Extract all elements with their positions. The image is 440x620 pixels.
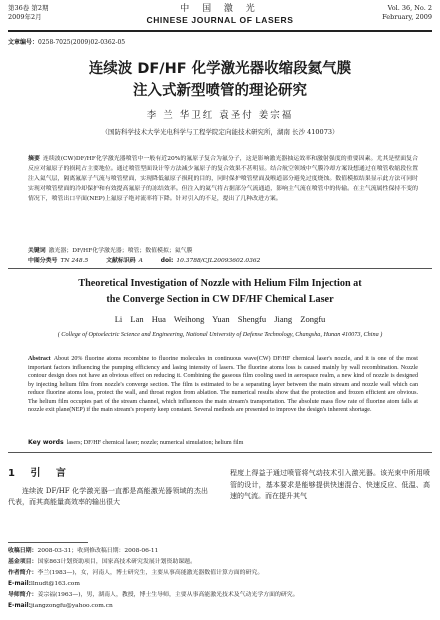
footnote-text: jiangzongfu@yahoo.com.cn (30, 603, 113, 609)
footnote-author-email (8, 579, 432, 590)
title-en-line-1: Theoretical Investigation of Nozzle with Helium Film Injection at (78, 278, 362, 289)
body-column-left (8, 468, 208, 534)
document-code (106, 258, 143, 264)
journal-name (8, 4, 432, 26)
journal-name-en: CHINESE JOURNAL OF LASERS (146, 15, 294, 25)
article-id (8, 37, 125, 46)
divider-rule (8, 268, 432, 269)
keywords-cn-text: 激光器；DF/HF化学激光器；喷管；数值模拟；氦气膜 (48, 248, 193, 254)
volume-issue-en: Vol. 36, No. 2 (387, 4, 432, 12)
footnote-text: 姜宗福(1963—)，男，湖南人，教授，博士生导师，主要从事高能激光技术及气动光学方面的研究。 (37, 592, 299, 598)
title-cn-line-1: 连续波 DF/HF 化学激光器收缩段氦气膜 (88, 61, 352, 77)
abstract-en-text: About 20% fluorine atoms recombine to fluorine molecules in continuous wave(CW) DF/HF chemical laser's nozzle, and it is one of the most important factors influencing the pumping efficiency and lasing intensity of lasers. The fluorine atoms loss is caused mainly by wall recombination. Nozzle contour design does not have an obvious effect on reducing it. Combining the gaseous film cooling used in aerospace realm, a new kind of nozzle is designed by injecting helium film from nozzle's converge section. The film is estimated to be a separating layer between the main stream and nozzle wall which can reduce fluorine atoms loss, protect the wall, and throat region from ablation. The numerical results show that the protection and frozen efficient are obvious. The helium film occupies part of the stream channel, which influences the main stream's transportation. The absolute mass flow rate of fluorine atom falls at nozzle exit plane(NEP) if the main stream's property keep constant. Several methods are presented to improve the design's inherent shortage. (28, 356, 418, 413)
footnote-funding (8, 557, 432, 568)
keywords-cn-label: 关键词 (28, 248, 46, 254)
keywords-cn (28, 247, 418, 256)
doi-label: doi: (160, 258, 174, 264)
footnotes (8, 546, 432, 612)
footnote-text: 李兰(1983—)，女，河南人，博士研究生，主要从事高能激光器数值计算方面的研究。 (37, 570, 264, 576)
clc-label: 中图分类号 (28, 258, 58, 264)
title-cn (20, 58, 420, 102)
keywords-en-text: lasers; DF/HF chemical laser; nozzle; numerical simulation; helium film (66, 440, 244, 446)
footnote-advisor (8, 590, 432, 601)
divider-rule-2 (8, 452, 432, 453)
article-id-label: 文章编号： (8, 40, 39, 46)
abstract-cn-label: 摘要 (28, 156, 40, 162)
abstract-cn (28, 154, 418, 246)
abstract-en-label: Abstract (28, 356, 51, 362)
clc (28, 258, 88, 264)
authors-en: Li Lan Hua Weihong Yuan Shengfu Jiang Zongfu (114, 314, 326, 324)
footnote-received (8, 546, 432, 557)
doi-value: 10.3788/CJL20093602.0362 (176, 258, 261, 264)
doi (161, 258, 261, 264)
header-rule (8, 30, 432, 32)
footnote-author (8, 568, 432, 579)
title-en (20, 276, 420, 308)
section-text-right: 程度上得益于通过喷管将气动技术引入激光器。该光束中所用喷管的设计，基本要求是能够提供快速混合、快速反应、低温、高速的气流。而在提升其气 (230, 469, 430, 500)
footnote-label: 导师简介： (8, 592, 38, 598)
classification-row (28, 257, 418, 266)
document-code-label: 文献标识码 (106, 258, 136, 264)
footnote-label: 基金项目： (8, 559, 38, 565)
body-column-right (230, 468, 430, 528)
affiliation-en: ( College of Optoelectric Science and Engineering, National University of Defense Technology, Changsha, Hunan 410073, China ) (57, 331, 383, 338)
section-text-left: 连续波 DF/HF 化学激光器一直都是高能激光器领域的杰出代表，而其高能量高效率的输出很大 (8, 486, 208, 506)
footnote-text: llnudt@163.com (30, 581, 80, 587)
affiliation-cn: （国防科学技术大学光电科学与工程学院定向能技术研究所，湖南 长沙 410073） (101, 128, 339, 136)
keywords-en-label: Key words (28, 439, 64, 446)
footnote-text: 国家863计划资助项目，国家高技术研究发展计划资助课题。 (37, 559, 196, 565)
footnote-label: E-mail: (8, 603, 31, 609)
document-code-value: A (138, 258, 143, 264)
abstract-en (28, 355, 418, 439)
issue-date-cn: 2009年2月 (8, 13, 42, 21)
volume-issue: 第36卷 第2期 (8, 4, 49, 12)
keywords-en (28, 439, 418, 448)
authors-cn: 李 兰 华卫红 袁圣付 姜宗福 (146, 110, 294, 121)
footnote-advisor-email (8, 601, 432, 612)
footnote-label: 收稿日期： (8, 548, 38, 554)
title-cn-line-2: 注入式新型喷管的理论研究 (133, 83, 307, 99)
header-right (382, 4, 432, 22)
journal-name-cn: 中 国 激 光 (180, 4, 260, 14)
section-heading: 1 引 言 (8, 468, 72, 479)
abstract-cn-text: 连续波(CW)DF/HF化学激光器喷管中一般有近20%的氟原子复合为氟分子，这是影响激光器抽运效率和激射强度的重要因素。尤其是壁面复合反应对氟原子的损耗占主要地位。通过喷管型面设计等方法减少氟原子的复合效果不甚明显。结合航空领域中气膜冷却方案设想通过在喷管收缩段位置注入氦气层，隔离氟原子气流与喷管壁面，实现降低氟原子损耗的目的，同时保护喷管壁面及喉道部分避免过度烧蚀。数值模拟结果显示此方法可同时实现对喷管壁面的冷却保护和有效提高氟原子的冻结效率。但注入的氦气将占据部分气流通道，影响主气流在喷管中的传输。在主气流属性保持不变的情况下，喷管出口平面(NEP)上氟原子绝对流率将下降。针对引入的不足，提出了几种改进方案。 (28, 156, 418, 202)
footnote-label: 作者简介： (8, 570, 38, 576)
issue-date-en: February, 2009 (382, 13, 432, 21)
clc-value: TN 248.5 (60, 258, 89, 264)
article-id-value: 0258-7025(2009)02-0362-05 (38, 39, 126, 46)
footnote-rule (8, 542, 88, 543)
footnote-text: 2008-03-31；收到修改稿日期：2008-06-11 (37, 548, 159, 554)
running-header (8, 4, 432, 30)
title-en-line-2: the Converge Section in CW DF/HF Chemical Laser (106, 294, 334, 305)
footnote-label: E-mail: (8, 581, 31, 587)
